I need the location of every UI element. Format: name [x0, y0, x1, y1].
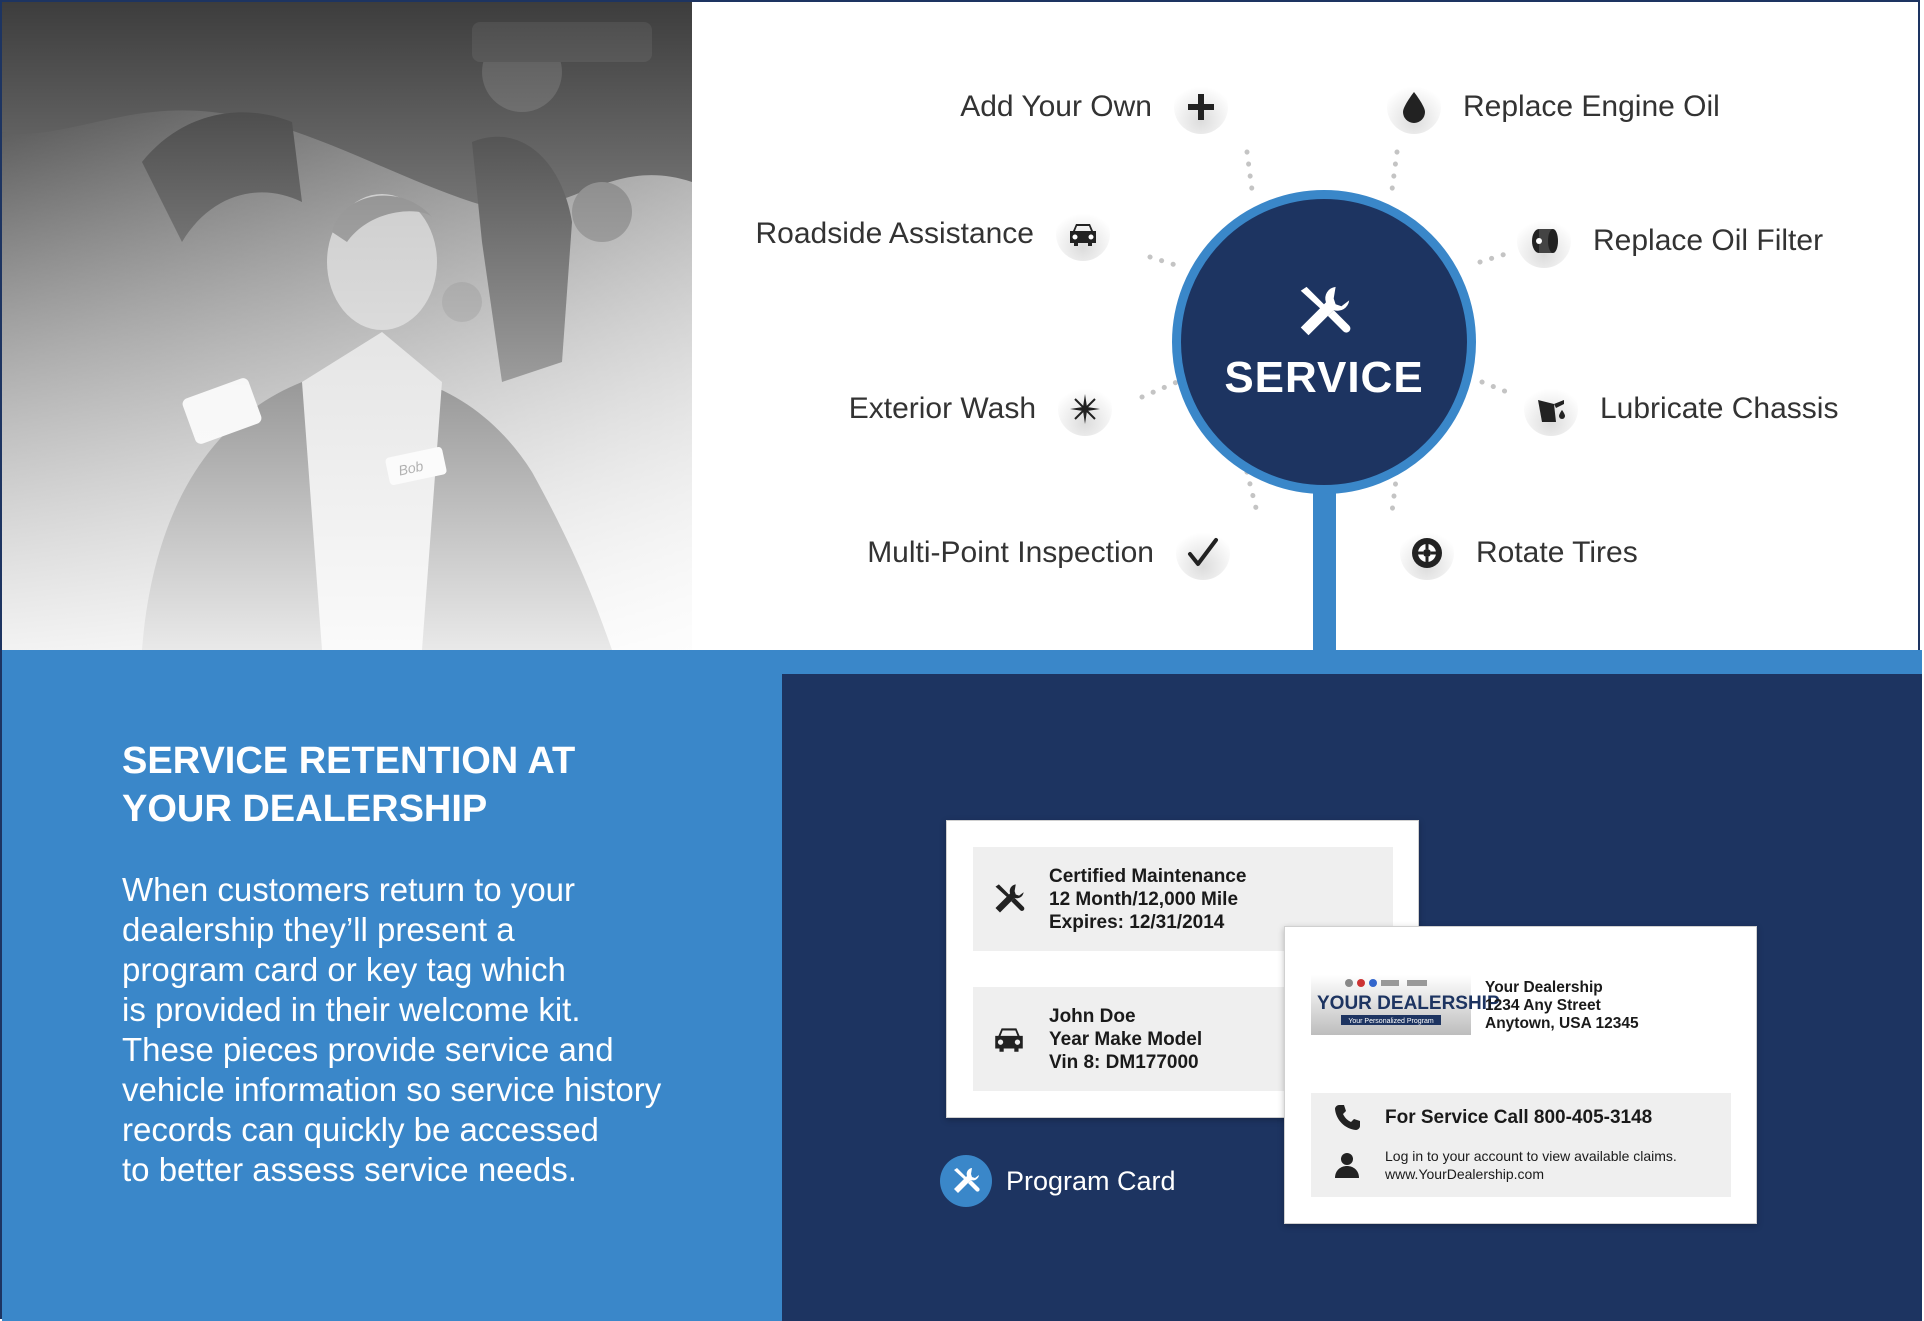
service-replace-engine-oil[interactable] — [1387, 80, 1887, 134]
service-exterior-wash[interactable] — [612, 382, 1112, 436]
service-contact-row — [1311, 1093, 1731, 1197]
phone-icon — [1333, 1103, 1361, 1131]
service-rotate-tires[interactable] — [1400, 526, 1800, 580]
service-label: Multi-Point Inspection — [867, 536, 1154, 569]
hub-label: SERVICE — [1224, 353, 1424, 402]
program-card-caption — [940, 1155, 1176, 1207]
logo-text: YOUR DEALERSHIP — [1317, 993, 1500, 1014]
vehicle-text: John Doe Year Make Model Vin 8: DM177000 — [1049, 1005, 1203, 1073]
retention-body: When customers return to your dealership they’ll present a program card or key tag which is provided in their welcome kit. These pieces provide service and vehicle information so service history records can quickly be accessed to better assess service needs. — [122, 871, 662, 1188]
retention-heading: SERVICE RETENTION AT YOUR DEALERSHIP — [122, 740, 576, 830]
logo-tagline: Your Personalized Program — [1348, 1018, 1434, 1025]
blue-strip — [782, 650, 1922, 674]
oil-can-icon — [1524, 382, 1578, 436]
oil-drop-icon — [1387, 80, 1441, 134]
service-call-line — [1311, 1103, 1652, 1131]
tire-icon — [1400, 526, 1454, 580]
service-roadside-assistance[interactable] — [610, 207, 1110, 261]
sparkle-icon — [1058, 382, 1112, 436]
service-label: Roadside Assistance — [755, 217, 1034, 250]
service-multi-point-inspection[interactable] — [630, 526, 1230, 580]
service-lubricate-chassis[interactable] — [1524, 382, 1924, 436]
service-label: Exterior Wash — [848, 392, 1036, 425]
service-call-text[interactable]: For Service Call 800-405-3148 — [1385, 1106, 1653, 1128]
hub-stem — [1313, 486, 1336, 652]
wrench-screwdriver-icon — [1293, 281, 1355, 343]
dealership-logo — [1311, 975, 1500, 1035]
service-label: Replace Oil Filter — [1593, 224, 1824, 257]
car-icon — [991, 1021, 1027, 1057]
service-label: Rotate Tires — [1476, 536, 1638, 569]
service-label: Add Your Own — [960, 90, 1152, 123]
car-icon — [1056, 207, 1110, 261]
maintenance-text: Certified Maintenance 12 Month/12,000 Mile Expires: 12/31/2014 — [1049, 865, 1247, 933]
service-add-your-own[interactable] — [728, 80, 1228, 134]
dealer-card[interactable] — [1284, 926, 1757, 1224]
service-label: Lubricate Chassis — [1600, 392, 1839, 425]
checkmark-icon — [1176, 526, 1230, 580]
service-hub[interactable] — [1172, 190, 1476, 494]
user-icon — [1333, 1151, 1361, 1179]
login-line — [1311, 1147, 1677, 1183]
oil-filter-icon — [1517, 214, 1571, 268]
service-label: Replace Engine Oil — [1463, 90, 1720, 123]
service-replace-oil-filter[interactable] — [1517, 214, 1917, 268]
dealership-address: Your Dealership 1234 Any Street Anytown, USA 12345 — [1485, 979, 1639, 1032]
login-text: Log in to your account to view available claims. www.YourDealership.com — [1385, 1148, 1677, 1182]
program-card-label: Program Card — [1006, 1165, 1176, 1196]
wrench-screwdriver-icon — [940, 1155, 992, 1207]
wrench-screwdriver-icon — [991, 881, 1027, 917]
plus-icon — [1174, 80, 1228, 134]
